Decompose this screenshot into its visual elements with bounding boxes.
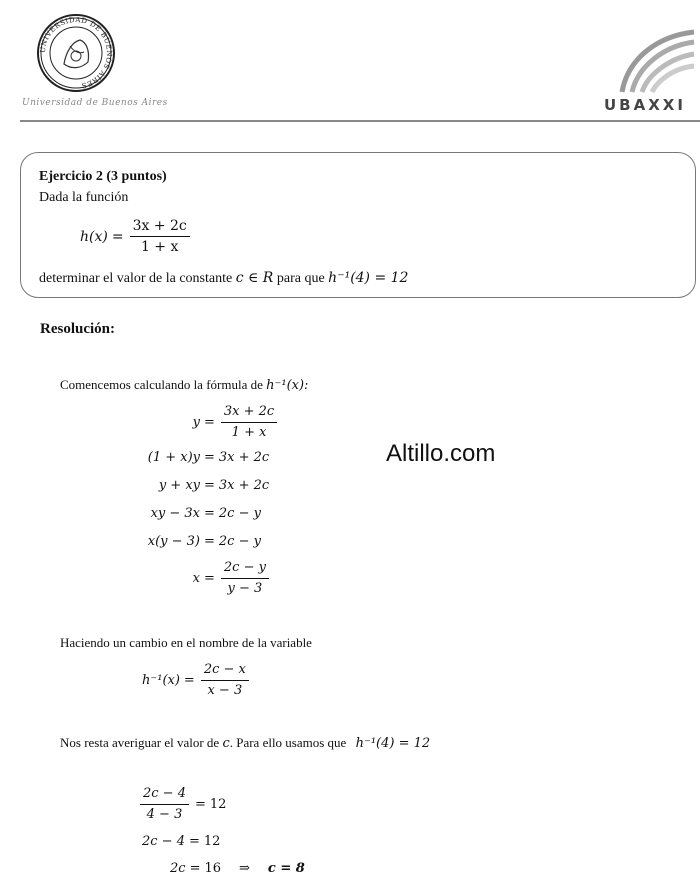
- final-rhs: 12: [209, 797, 227, 812]
- final-eq-2: 2c − 4 = 12: [142, 834, 221, 849]
- task-variable: c ∈ R: [235, 270, 274, 286]
- function-lhs: h(x): [80, 228, 108, 245]
- ubaxxi-brand: UBAXXI: [604, 96, 686, 114]
- function-denominator: 1 + x: [140, 239, 179, 255]
- step-lhs: x: [192, 571, 200, 586]
- problem-title: Ejercicio 2 (3 puntos): [39, 169, 167, 184]
- final-intro-cond: h⁻¹(4) = 12: [355, 736, 431, 751]
- step-lhs: x(y − 3): [147, 534, 200, 549]
- task-text: determinar el valor de la constante: [39, 271, 233, 286]
- final-rhs: 12: [203, 834, 221, 849]
- final-eq-3: 2c = 16 ⇒ c = 8: [170, 861, 305, 876]
- task-text-mid: para que: [276, 271, 325, 286]
- final-denominator: 4 − 3: [146, 807, 183, 822]
- final-result: c = 8: [267, 861, 305, 876]
- step-5: x(y − 3) = 2c − y: [120, 534, 261, 549]
- problem-intro: Dada la función: [39, 190, 129, 205]
- step-rhs: 3x + 2c: [218, 478, 270, 493]
- svg-text:UNIVERSIDAD DE BUENOS AIRES: UNIVERSIDAD DE BUENOS AIRES: [38, 15, 114, 90]
- step-2: (1 + x)y = 3x + 2c: [120, 450, 269, 465]
- rename-text: Haciendo un cambio en el nombre de la variable: [60, 635, 312, 650]
- step-lhs: y: [192, 415, 200, 430]
- problem-function: h(x) = $\frac{3x + 2c}{1 + x}$: [80, 218, 192, 255]
- step-1: y = $\frac{3x + 2c}{1 + x}$: [120, 404, 279, 441]
- header-divider: [20, 120, 700, 122]
- function-numerator: 3x + 2c: [130, 218, 190, 237]
- intro-text: Comencemos calculando la fórmula de: [60, 377, 263, 392]
- step-6: x = $\frac{2c - y}{y - 3}$: [120, 560, 271, 597]
- step-denominator: y − 3: [227, 581, 263, 596]
- implies-arrow: ⇒: [239, 861, 250, 876]
- step-lhs: (1 + x)y: [147, 450, 200, 465]
- problem-task: [39, 270, 408, 287]
- inverse-formula: h⁻¹(x) = $\frac{2c - x}{x - 3}$: [142, 662, 251, 699]
- step-denominator: 1 + x: [231, 425, 267, 440]
- final-intro-text-post: . Para ello usamos que: [229, 735, 347, 750]
- step-rhs: 3x + 2c: [218, 450, 270, 465]
- ubaxxi-logo-icon: [618, 28, 696, 96]
- step-3: y + xy = 3x + 2c: [120, 478, 269, 493]
- function-fraction: [130, 218, 190, 255]
- step-numerator: 2c − y: [221, 560, 269, 579]
- step-4: xy − 3x = 2c − y: [120, 506, 261, 521]
- inverse-lhs: h⁻¹(x): [142, 673, 180, 688]
- final-lhs: 2c: [170, 861, 186, 876]
- final-intro: [60, 735, 430, 751]
- task-condition: h⁻¹(4) = 12: [328, 270, 409, 286]
- step-lhs: y + xy: [158, 478, 200, 493]
- inverse-denominator: x − 3: [207, 683, 243, 698]
- step-lhs: xy − 3x: [150, 506, 200, 521]
- watermark: Altillo.com: [386, 440, 496, 467]
- solution-heading: Resolución:: [40, 321, 115, 337]
- final-eq-1: $\frac{2c - 4}{4 - 3}$ = 12: [140, 786, 226, 823]
- solution-intro: [60, 377, 308, 393]
- step-numerator: 3x + 2c: [221, 404, 277, 423]
- step-rhs: 2c − y: [218, 534, 261, 549]
- step-rhs: 2c − y: [218, 506, 261, 521]
- intro-math: h⁻¹(x):: [266, 378, 309, 393]
- final-rhs: 16: [204, 861, 222, 876]
- final-intro-text: Nos resta averiguar el valor de: [60, 735, 220, 750]
- final-intro-var: c: [222, 736, 230, 751]
- university-seal: [36, 12, 116, 94]
- seal-caption: Universidad de Buenos Aires: [22, 98, 168, 108]
- final-numerator: 2c − 4: [140, 786, 189, 805]
- final-lhs: 2c − 4: [142, 834, 185, 849]
- inverse-numerator: 2c − x: [201, 662, 249, 681]
